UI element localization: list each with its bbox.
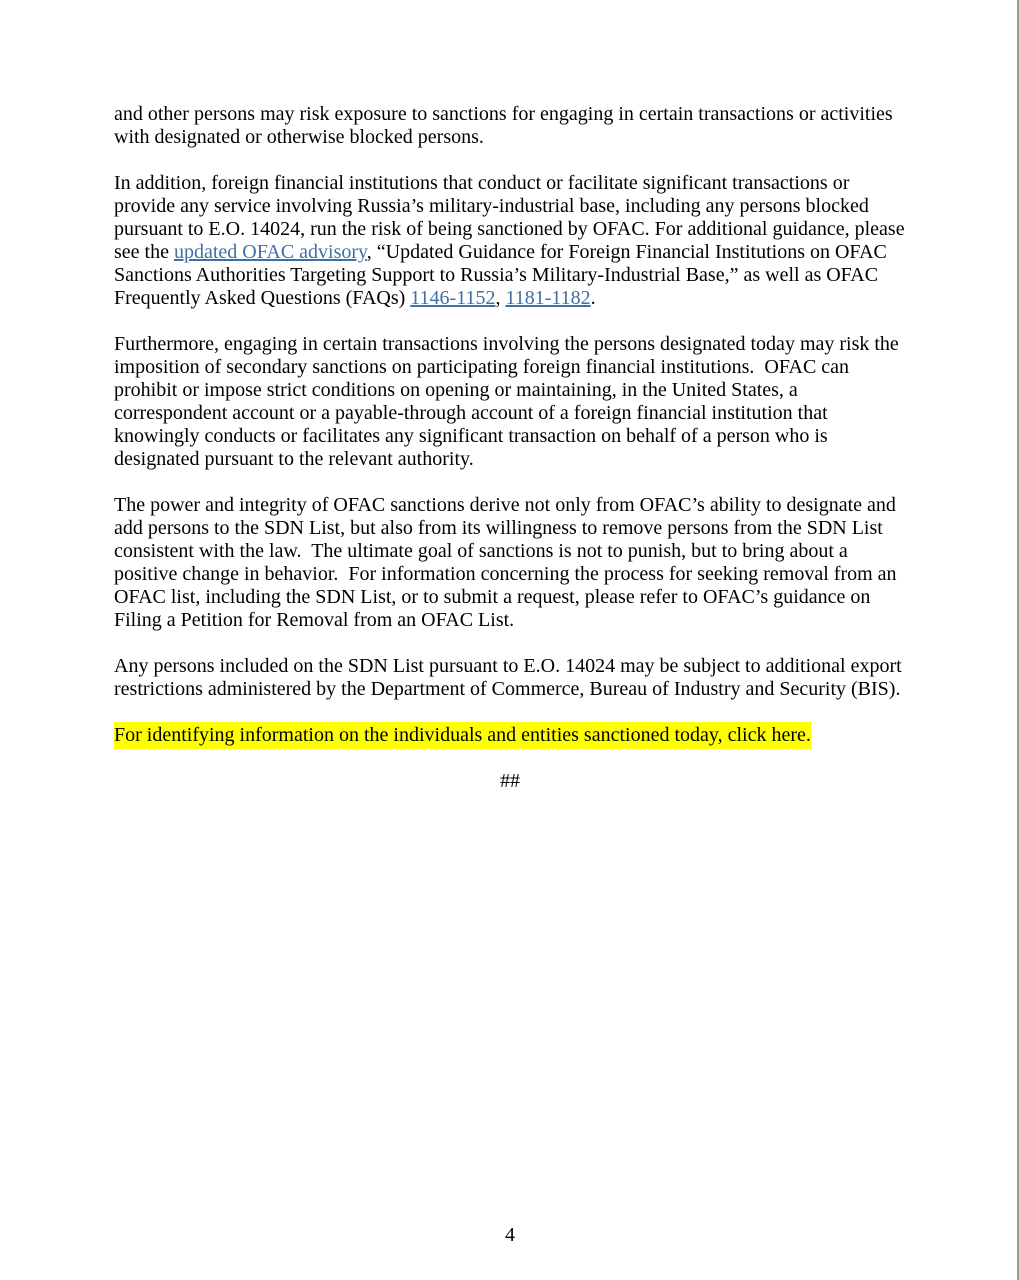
paragraph-text: , — [495, 287, 506, 309]
paragraph-sdn-list-removal: The power and integrity of OFAC sanctions derive not only from OFAC’s ability to designate and add persons to the SDN List, but also from its willingness to remove persons from the SDN List consistent with the law. The ultimate goal of sanctions is not to punish, but to bring about a positive change in behavior. For information concerning the process for seeking removal from an OFAC list, including the SDN List, or to submit a request, please refer to OFAC’s guidance on Filing a Petition for Removal from an OFAC List. — [114, 494, 902, 631]
page-number: 4 — [505, 1224, 515, 1246]
paragraph-foreign-financial-institutions — [114, 172, 910, 310]
highlight-text: . — [805, 724, 811, 746]
paragraph-export-restrictions: Any persons included on the SDN List pursuant to E.O. 14024 may be subject to additional export restrictions administered by the Department of Commerce, Bureau of Industry and Security (BIS). — [114, 655, 907, 700]
paragraph-text: , “Updated Guidance for Foreign Financial Institutions on OFAC Sanctions Authorities Targeting Support to Russia’s Military-Industrial Base,” as well as OFAC Frequently Asked Questions (FAQs) — [114, 241, 892, 309]
highlighted-notice — [114, 722, 811, 749]
link-faqs-1146-1152[interactable]: 1146-1152 — [410, 287, 496, 309]
end-of-release-mark: ## — [500, 770, 520, 792]
paragraph-text: . — [590, 287, 596, 309]
highlighted-notice-line — [114, 724, 906, 747]
click-here-link[interactable]: click here — [727, 724, 806, 746]
link-faqs-1181-1182[interactable]: 1181-1182 — [505, 287, 591, 309]
paragraph-text: In addition, foreign financial institutions that conduct or facilitate significant transactions or provide any service involving Russia’s military-industrial base, including any persons blocked pursuant to E.O. 14024, run the risk of being sanctioned by OFAC. For additional guidance, please see the — [114, 172, 910, 263]
document-body — [114, 103, 910, 816]
paragraph-secondary-sanctions: Furthermore, engaging in certain transactions involving the persons designated today may risk the imposition of secondary sanctions on participating foreign financial institutions. OFAC can prohibit or impose strict conditions on opening or maintaining, in the United States, a correspondent account or a payable-through account of a foreign financial institution that knowingly conducts or facilitates any significant transaction on behalf of a person who is designated pursuant to the relevant authority. — [114, 333, 904, 470]
highlight-text: For identifying information on the individuals and entities sanctioned today, — [114, 724, 728, 746]
link-updated-ofac-advisory[interactable]: updated OFAC advisory — [173, 241, 367, 263]
paragraph-sanctions-exposure: and other persons may risk exposure to sanctions for engaging in certain transactions or activities with designated or otherwise blocked persons. — [114, 103, 898, 148]
